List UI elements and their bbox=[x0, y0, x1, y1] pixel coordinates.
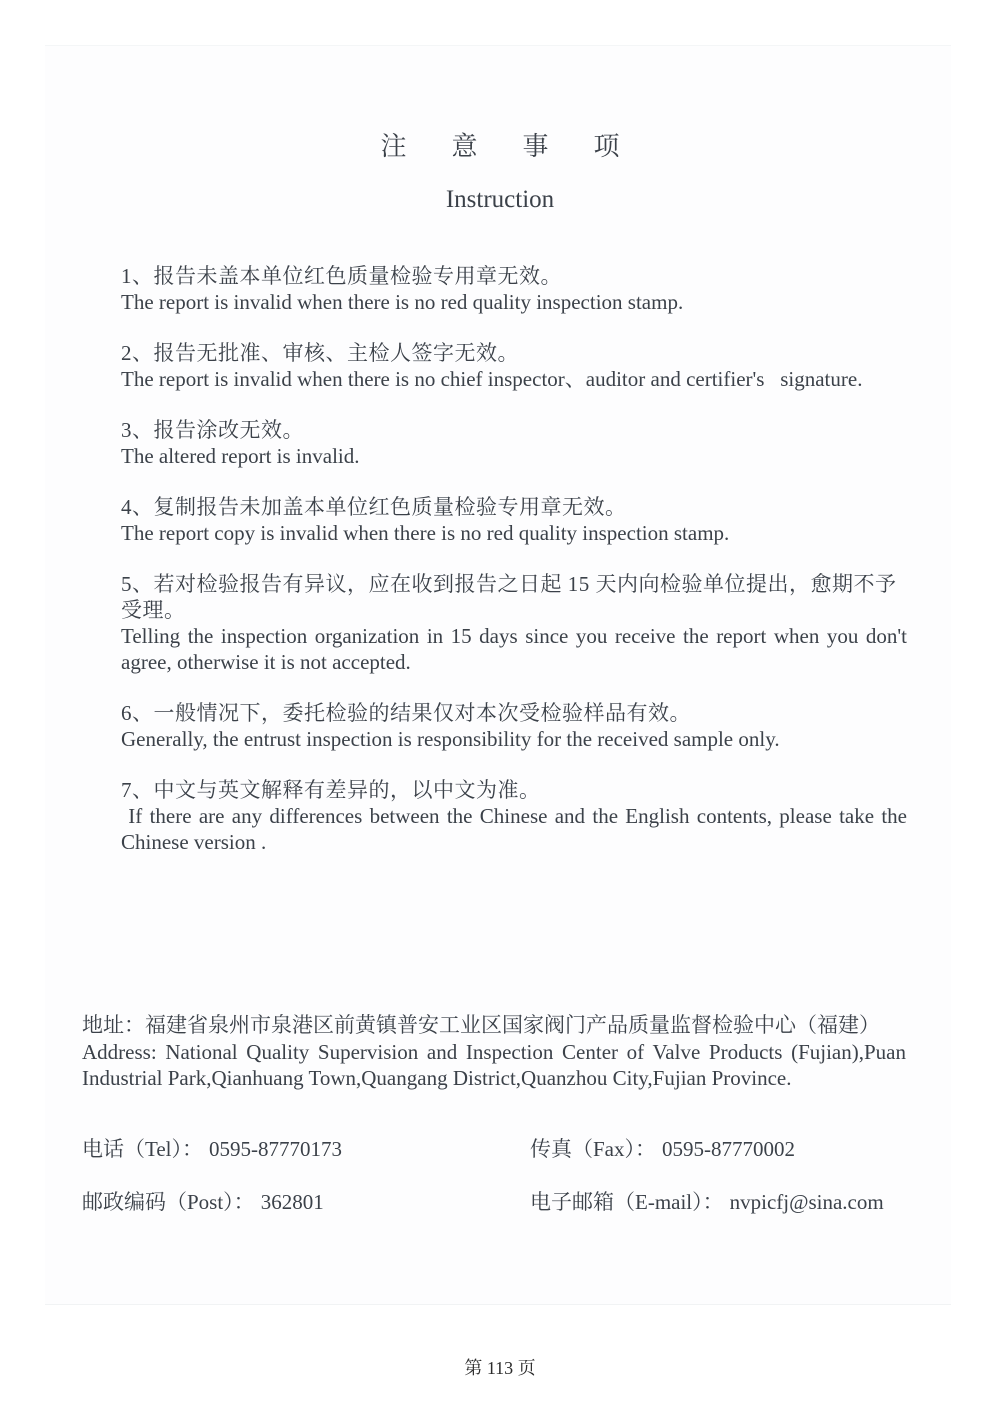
item-3-chinese: 3、报告涂改无效。 bbox=[121, 418, 304, 442]
item-1-english: The report is invalid when there is no red quality inspection stamp. bbox=[121, 290, 684, 314]
contact-row-phone bbox=[82, 1136, 906, 1162]
page-title-english: Instruction bbox=[445, 186, 555, 213]
item-4-english: The report copy is invalid when there is no red quality inspection stamp. bbox=[121, 521, 730, 545]
item-2-chinese: 2、报告无批准、审核、主检人签字无效。 bbox=[121, 341, 519, 365]
fax-label: 传真（Fax）： bbox=[530, 1137, 656, 1161]
tel-label: 电话（Tel）： bbox=[82, 1137, 204, 1161]
contact-row-mail bbox=[82, 1189, 906, 1215]
item-5-english: Telling the inspection organization in 15 days since you receive the report when you don't agree, otherwise it is not accepted. bbox=[121, 624, 907, 674]
tel-value: 0595-87770173 bbox=[209, 1137, 343, 1161]
instruction-item-2 bbox=[121, 340, 907, 392]
instruction-item-5 bbox=[121, 571, 907, 675]
page-number: 第 113 页 bbox=[464, 1358, 536, 1378]
tel-field bbox=[82, 1136, 530, 1162]
item-6-english: Generally, the entrust inspection is responsibility for the received sample only. bbox=[121, 727, 780, 751]
title-block bbox=[0, 132, 1000, 215]
post-label: 邮政编码（Post）： bbox=[82, 1190, 255, 1214]
instruction-item-7 bbox=[121, 777, 907, 855]
address-block bbox=[82, 1012, 906, 1092]
fax-field bbox=[530, 1136, 795, 1162]
email-label: 电子邮箱（E-mail）： bbox=[530, 1190, 724, 1214]
instruction-item-4 bbox=[121, 494, 907, 546]
item-3-english: The altered report is invalid. bbox=[121, 444, 360, 468]
post-field bbox=[82, 1189, 530, 1215]
email-value: nvpicfj@sina.com bbox=[729, 1190, 884, 1214]
item-2-english: The report is invalid when there is no chief inspector、auditor and certifier's signature. bbox=[121, 367, 863, 391]
instruction-item-3 bbox=[121, 417, 907, 469]
contact-block bbox=[82, 1136, 906, 1242]
instruction-list bbox=[121, 263, 907, 880]
item-1-chinese: 1、报告未盖本单位红色质量检验专用章无效。 bbox=[121, 264, 562, 288]
fax-value: 0595-87770002 bbox=[662, 1137, 795, 1161]
post-value: 362801 bbox=[260, 1190, 324, 1214]
email-field bbox=[530, 1189, 884, 1215]
item-4-chinese: 4、复制报告未加盖本单位红色质量检验专用章无效。 bbox=[121, 495, 627, 519]
address-english: Address: National Quality Supervision and Inspection Center of Valve Products (Fujian),Puan Industrial Park,Qianhuang Town,Quangang District,Quanzhou City,Fujian Province. bbox=[82, 1039, 906, 1090]
item-5-chinese: 5、若对检验报告有异议，应在收到报告之日起 15 天内向检验单位提出，愈期不予受理。 bbox=[121, 572, 897, 622]
item-7-chinese: 7、中文与英文解释有差异的，以中文为准。 bbox=[121, 778, 541, 802]
instruction-item-1 bbox=[121, 263, 907, 315]
item-7-english: If there are any differences between the Chinese and the English contents, please take the Chinese version . bbox=[121, 804, 907, 854]
address-chinese: 地址：福建省泉州市泉港区前黄镇普安工业区国家阀门产品质量监督检验中心（福建） bbox=[82, 1013, 880, 1037]
item-6-chinese: 6、一般情况下，委托检验的结果仅对本次受检验样品有效。 bbox=[121, 701, 691, 725]
instruction-item-6 bbox=[121, 700, 907, 752]
page-title-chinese: 注意事项 bbox=[380, 132, 665, 161]
